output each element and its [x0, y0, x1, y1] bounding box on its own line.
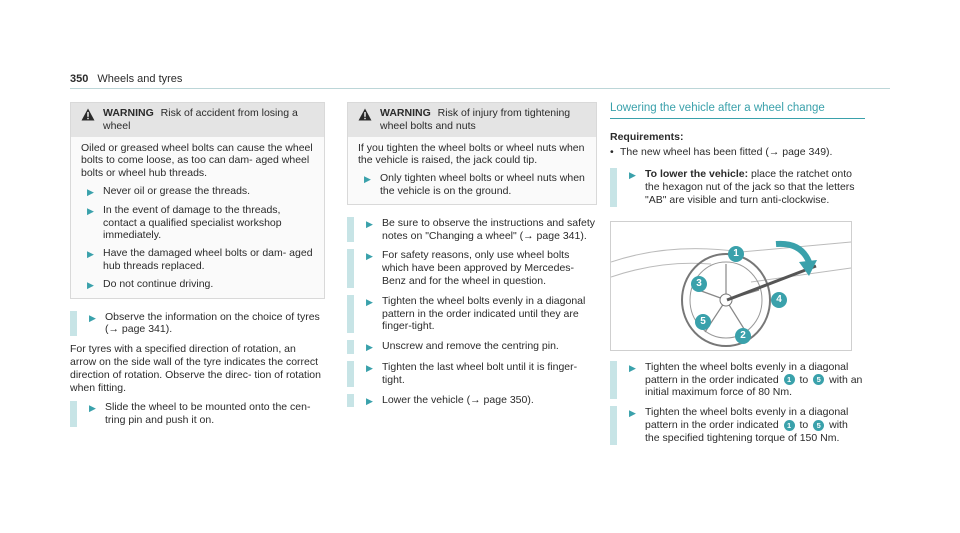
- warning-step: ▶ Do not continue driving.: [87, 277, 214, 290]
- instruction-step: ▶ Lower the vehicle (→ page 350).: [347, 394, 597, 408]
- step-arrow-icon: ▶: [87, 186, 94, 197]
- warning-box-wheel-loss: [70, 102, 325, 299]
- number-badge: 5: [813, 374, 824, 385]
- warning-triangle-icon: [358, 108, 372, 121]
- step-arrow-icon: ▶: [87, 279, 94, 290]
- step-arrow-icon: ▶: [87, 249, 94, 260]
- warning-header: [348, 103, 596, 137]
- step-arrow-icon: ▶: [364, 174, 371, 185]
- warning-title: Risk of injury from tightening wheel bolts and nuts: [380, 107, 571, 132]
- bolt-number-5: 5: [695, 314, 711, 330]
- requirements-label: Requirements:: [610, 130, 684, 143]
- wheel-bolt-diagram: [610, 221, 852, 351]
- column-3: [610, 102, 865, 445]
- warning-box-injury: [347, 102, 597, 205]
- warning-header: [71, 103, 324, 137]
- number-badge: 5: [813, 420, 824, 431]
- instruction-step: ▶ Tighten the wheel bolts evenly in a diagonal pattern in the order indicated until they are finger-tight.: [347, 295, 597, 333]
- warning-label: WARNING: [380, 107, 431, 119]
- step-arrow-icon: ▶: [629, 362, 636, 373]
- section-heading: Lowering the vehicle after a wheel change: [610, 102, 865, 119]
- section-name: Wheels and tyres: [97, 73, 183, 85]
- step-arrow-icon: ▶: [366, 251, 373, 262]
- warning-step: ▶ In the event of damage to the threads, contact a qualified specialist workshop immediately.: [87, 203, 282, 242]
- instruction-step: ▶ Tighten the last wheel bolt until it is finger- tight.: [347, 361, 597, 387]
- step-arrow-icon: ▶: [366, 296, 373, 307]
- requirement-item: • The new wheel has been fitted (→ page 349).: [610, 145, 833, 158]
- instruction-step: ▶ To lower the vehicle: place the ratchet onto the hexagon nut of the jack so that the letters "AB" are visible and turn anti-clockwise.: [610, 168, 865, 206]
- bolt-number-1: 1: [728, 246, 744, 262]
- instruction-step: ▶ For safety reasons, only use wheel bolts which have been approved by Mercedes-Benz and for the wheel in question.: [347, 249, 597, 287]
- instruction-step: ▶ Observe the information on the choice of tyres (→ page 341).: [70, 311, 325, 337]
- warning-text: If you tighten the wheel bolts or wheel nuts when the vehicle is raised, the jack could tip.: [358, 141, 585, 167]
- step-arrow-icon: ▶: [366, 218, 373, 229]
- warning-step: ▶ Never oil or grease the threads.: [87, 184, 251, 197]
- instruction-step: ▶ Slide the wheel to be mounted onto the cen- tring pin and push it on.: [70, 401, 325, 427]
- step-arrow-icon: ▶: [629, 408, 636, 419]
- instruction-step: ▶ Tighten the wheel bolts evenly in a diagonal pattern in the order indicated 1 to 5 with the specified tightening torque of 150 Nm.: [610, 406, 865, 444]
- number-badge: 1: [784, 374, 795, 385]
- instruction-step: ▶ Be sure to observe the instructions and safety notes on "Changing a wheel" (→ page 341).: [347, 217, 597, 243]
- warning-step: ▶ Only tighten wheel bolts or wheel nuts when the vehicle is on the ground.: [364, 172, 585, 197]
- step-arrow-icon: ▶: [366, 395, 373, 406]
- warning-body: [71, 137, 324, 298]
- column-1: [70, 102, 325, 427]
- step-arrow-icon: ▶: [89, 403, 96, 414]
- instruction-step: ▶ Tighten the wheel bolts evenly in a diagonal pattern in the order indicated 1 to 5 with an initial maximum force of 80 Nm.: [610, 361, 865, 399]
- warning-body: [348, 137, 596, 204]
- warning-text: Oiled or greased wheel bolts can cause the wheel bolts to come loose, as too can dam- aged wheel bolts or wheel hub threads.: [81, 141, 313, 180]
- step-arrow-icon: ▶: [89, 312, 96, 323]
- step-arrow-icon: ▶: [629, 170, 636, 181]
- warning-triangle-icon: [81, 108, 95, 121]
- number-badge: 1: [784, 420, 795, 431]
- warning-title: Risk of accident from losing a wheel: [103, 107, 298, 132]
- warning-step: ▶ Have the damaged wheel bolts or dam- aged hub threads replaced.: [87, 247, 313, 272]
- lower-label: To lower the vehicle:: [645, 168, 749, 181]
- wheel-illustration: [611, 222, 851, 350]
- bolt-number-2: 2: [735, 328, 751, 344]
- step-arrow-icon: ▶: [87, 205, 94, 216]
- bolt-number-3: 3: [691, 276, 707, 292]
- bolt-number-4: 4: [771, 292, 787, 308]
- rotation-paragraph: For tyres with a specified direction of rotation, an arrow on the side wall of the tyre indicates the correct direction of rotation. Observe the direc- tion of rotation when fitting.: [70, 343, 321, 394]
- header-divider: [70, 88, 890, 89]
- warning-label: WARNING: [103, 107, 154, 119]
- step-arrow-icon: ▶: [366, 342, 373, 353]
- page-number: 350: [70, 73, 89, 85]
- column-2: [347, 102, 597, 407]
- bullet-icon: •: [610, 145, 614, 158]
- instruction-step: ▶ Unscrew and remove the centring pin.: [347, 340, 597, 354]
- page-header: [70, 73, 182, 86]
- step-arrow-icon: ▶: [366, 362, 373, 373]
